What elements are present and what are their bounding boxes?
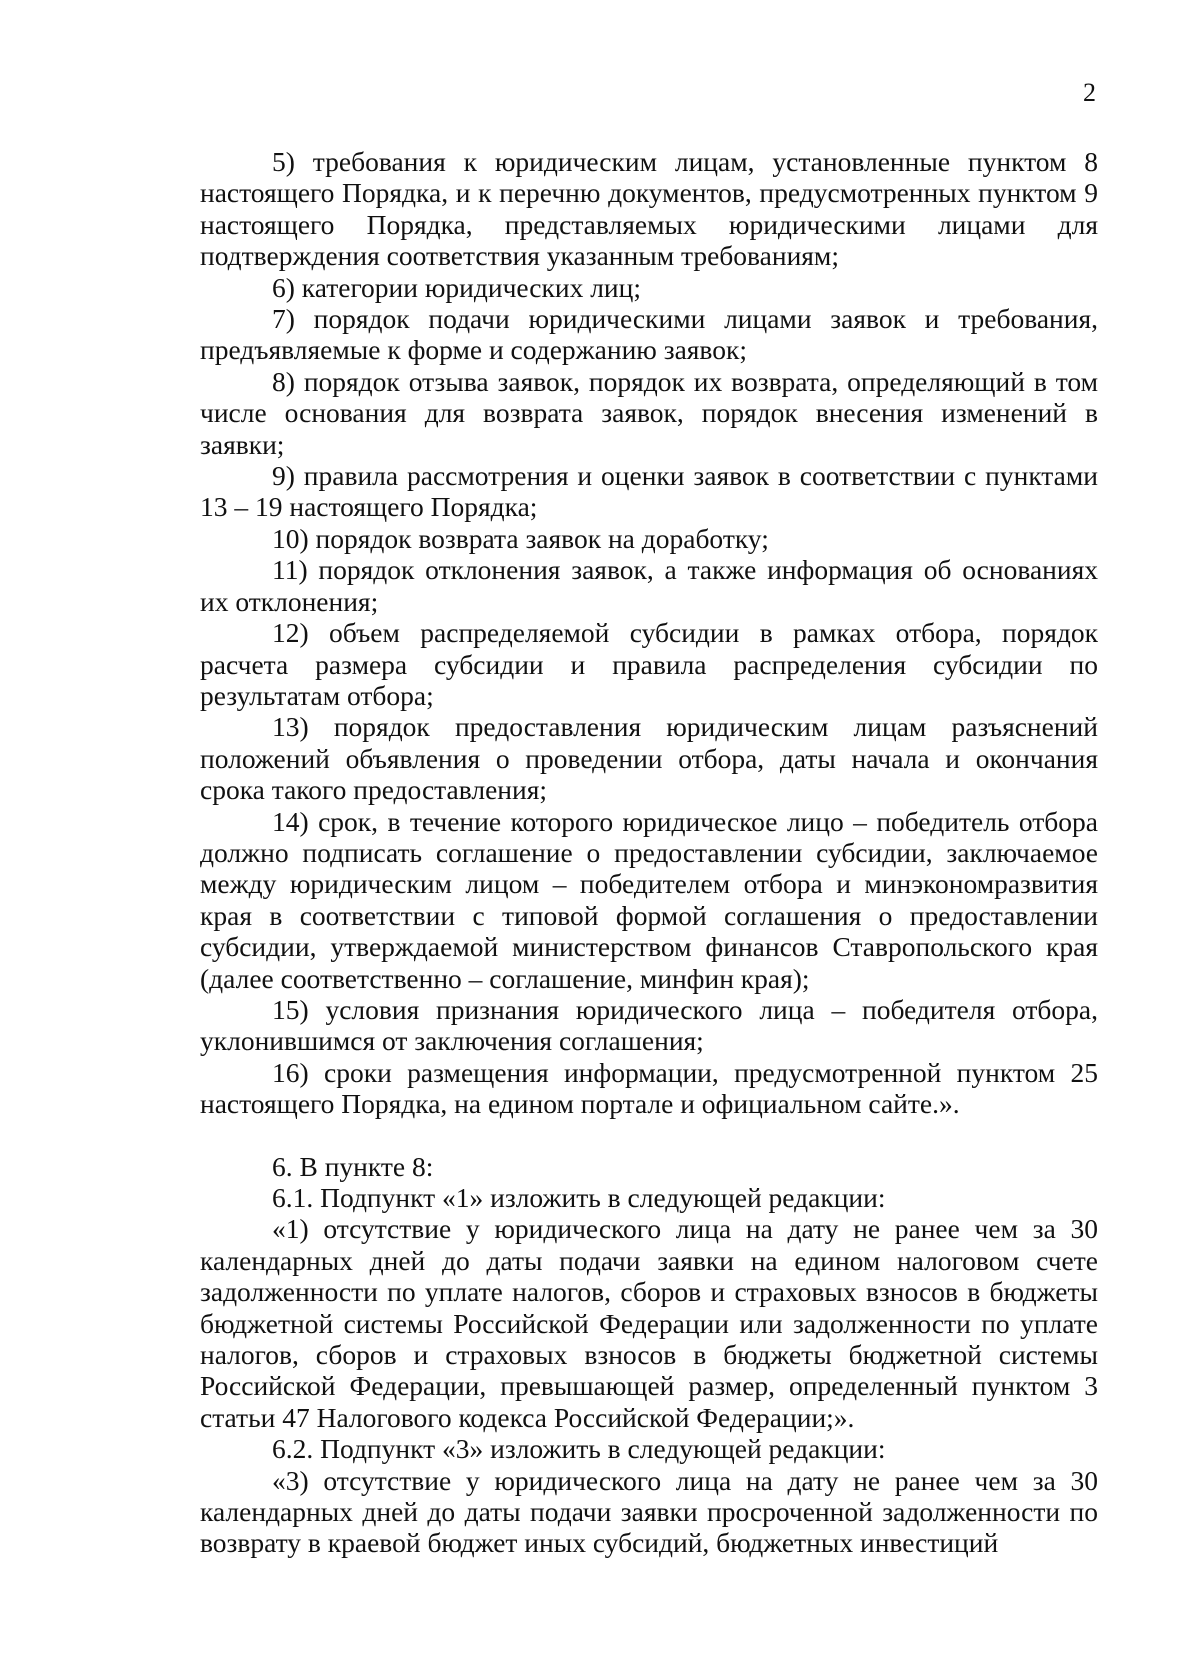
section-spacer — [200, 1120, 1098, 1151]
page-number: 2 — [1083, 78, 1096, 107]
subsection-6-1-text: «1) отсутствие у юридического лица на дату не ранее чем за 30 календарных дней до даты подачи заявки на едином налоговом счете задолженности по уплате налогов, сборов и страховых взносов в бюджеты бюджетной системы Российской Федерации или задолженности по уплате налогов, сборов и страховых взносов в бюджеты бюджетной системы Российской Федерации, превышающей размер, определенный пунктом 3 статьи 47 Налогового кодекса Российской Федерации;». — [200, 1213, 1098, 1433]
list-item-14: 14) срок, в течение которого юридическое лицо – победитель отбора должно подписать соглашение о предоставлении субсидии, заключаемое между юридическим лицом – победителем отбора и минэкономразвития края в соответствии с типовой формой соглашения о предоставлении субсидии, утверждаемой министерством финансов Ставропольского края (далее соответственно – соглашение, минфин края); — [200, 805, 1098, 994]
subsection-6-2-text: «3) отсутствие у юридического лица на дату не ранее чем за 30 календарных дней до даты подачи заявки просроченной задолженности по возврату в краевой бюджет иных субсидий, бюджетных инвестиций — [200, 1464, 1098, 1559]
section-6-heading: 6. В пункте 8: — [272, 1150, 434, 1182]
list-item-15: 15) условия признания юридического лица – победителя отбора, уклонившимся от заключения соглашения; — [200, 993, 1098, 1057]
list-item-5: 5) требования к юридическим лицам, установленные пунктом 8 настоящего Порядка, и к перечню документов, предусмотренных пунктом 9 настоящего Порядка, представляемых юридическими лицами для подтверждения соответствия указанным требованиям; — [200, 146, 1098, 272]
list-item-7: 7) порядок подачи юридическими лицами заявок и требования, предъявляемые к форме и содержанию заявок; — [200, 303, 1098, 366]
subsection-6-1-heading: 6.1. Подпункт «1» изложить в следующей редакции: — [272, 1182, 886, 1213]
document-body — [200, 146, 1098, 1559]
subsection-6-2-heading: 6.2. Подпункт «3» изложить в следующей редакции: — [272, 1433, 886, 1465]
list-item-6: 6) категории юридических лиц; — [272, 271, 641, 303]
list-item-8: 8) порядок отзыва заявок, порядок их возврата, определяющий в том числе основания для возврата заявок, порядок внесения изменений в заявки; — [200, 365, 1098, 460]
list-item-16: 16) сроки размещения информации, предусмотренной пунктом 25 настоящего Порядка, на едином портале и официальном сайте.». — [200, 1056, 1098, 1120]
list-item-12: 12) объем распределяемой субсидии в рамках отбора, порядок расчета размера субсидии и правила распределения субсидии по результатам отбора; — [200, 617, 1098, 711]
list-item-10: 10) порядок возврата заявок на доработку; — [272, 522, 769, 554]
list-item-13: 13) порядок предоставления юридическим лицам разъяснений положений объявления о проведении отбора, даты начала и окончания срока такого предоставления; — [200, 711, 1098, 806]
list-item-11: 11) порядок отклонения заявок, а также информация об основаниях их отклонения; — [200, 554, 1098, 617]
list-item-9: 9) правила рассмотрения и оценки заявок в соответствии с пунктами 13 – 19 настоящего Порядка; — [200, 460, 1098, 523]
